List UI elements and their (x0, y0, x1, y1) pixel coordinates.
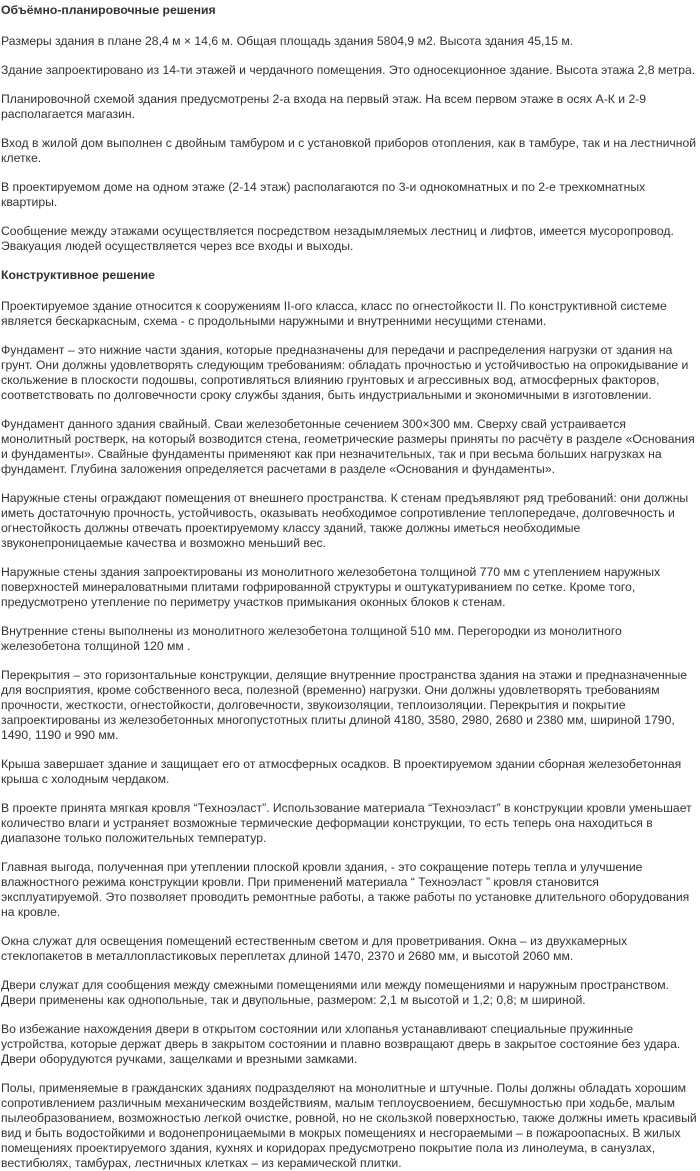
paragraph: В проекте принята мягкая кровля “Техноэласт”. Использование материала “Техноэласт” в конструкции кровли уменьшает количество влаги и устраняет возможные термические деформации конструкции, то есть теперь она находиться в диапазоне только положительных температур. (1, 801, 692, 845)
paragraph: Во избежание нахождения двери в открытом состоянии или хлопанья устанавливают специальные пружинные устройства, которые держат дверь в закрытом состоянии и плавно возвращают дверь в закрытое состояние без удара. Двери оборудуются ручками, защелками и врезными замками. (1, 1022, 681, 1066)
paragraph: Перекрытия – это горизонтальные конструкции, делящие внутренние пространства здания на этажи и предназначенные для восприятия, кроме собственного веса, полезной (временно) нагрузки. Они должны удовлетворять требованиям прочности, жесткости, огнестойкости, долговечности, звукоизоляции, теплоизоляции. Перекрытия и покрытие запроектированы из железобетонных многопустотных плиты длиной 4180, 3580, 2980, 2680 и 2380 мм, шириной 1790, 1490, 1190 и 990 мм. (1, 668, 688, 742)
paragraph: Главная выгода, полученная при утеплении плоской кровли здания, - это сокращение потерь тепла и улучшение влажностного режима конструкции кровли. При применений материала “ Техноэласт ” кровля становится эксплуатируемой. Это позволяет проводить ремонтные работы, а также работы по установке длительного оборудования на кровле. (1, 860, 690, 919)
paragraph: Фундамент данного здания свайный. Сваи железобетонные сечением 300×300 мм. Сверху свай устраивается монолитный ростверк, на который возводится стена, геометрические размеры приняты по расчёту в разделе «Основания и фундаменты». Свайные фундаменты применяют как при незначительных, так и при весьма больших нагрузках на фундамент. Глубина заложения определяется расчетами в разделе «Основания и фундаменты». (1, 417, 695, 476)
paragraph: Окна служат для освещения помещений естественным светом и для проветривания. Окна – из двухкамерных стеклопакетов в металлопластиковых переплетах длиной 1470, 2370 и 2680 мм, и высотой 2060 мм. (1, 934, 628, 963)
paragraph: Наружные стены здания запроектированы из монолитного железобетона толщиной 770 мм с утеплением наружных поверхностей минераловатными плитами гофрированной структуры и оштукатуриванием по сетке. Кроме того, предусмотрено утепление по периметру участков примыкания оконных блоков к стенам. (1, 565, 661, 609)
paragraph: Внутренние стены выполнены из монолитного железобетона толщиной 510 мм. Перегородки из монолитного железобетона толщиной 120 мм . (1, 624, 622, 653)
paragraph: Наружные стены ограждают помещения от внешнего пространства. К стенам предъявляют ряд требований: они должны иметь достаточную прочность, устойчивость, оказывать необходимое сопротивление теплопередаче, долговечность и огнестойкость должны отвечать проектируемому классу зданий, также должны иметься необходимые звуконепроницаемые качества и возможно меньший вес. (1, 491, 689, 550)
paragraph: Здание запроектировано из 14-ти этажей и чердачного помещения. Это односекционное здание. Высота этажа 2,8 метра. (1, 63, 696, 77)
paragraph: Планировочной схемой здания предусмотрены 2-а входа на первый этаж. На всем первом этаже в осях А-К и 2-9 располагается магазин. (1, 92, 647, 121)
paragraph: В проектируемом доме на одном этаже (2-14 этаж) располагаются по 3-и однокомнатных и по 2-е трехкомнатных квартиры. (1, 180, 646, 209)
paragraph: Крыша завершает здание и защищает его от атмосферных осадков. В проектируемом здании сборная железобетонная крыша с холодным чердаком. (1, 757, 682, 786)
paragraph: Проектируемое здание относится к сооружениям II-ого класса, класс по огнестойкости II. По конструктивной системе является бескаркасным, схема - с продольными наружными и внутренними несущими стенами. (1, 299, 667, 328)
section-heading-structural: Конструктивное решение (1, 268, 155, 282)
paragraph: Двери служат для сообщения между смежными помещениями или между помещениями и наружным пространством. Двери применены как однопольные, так и двупольные, размером: 2,1 м высотой и 1,2; 0,8; м шириной. (1, 978, 670, 1007)
paragraph: Размеры здания в плане 28,4 м × 14,6 м. Общая площадь здания 5804,9 м2. Высота здания 45,15 м. (1, 34, 574, 48)
paragraph: Сообщение между этажами осуществляется посредством незадымляемых лестниц и лифтов, имеется мусоропровод. Эвакуация людей осуществляется через все входы и выходы. (1, 224, 674, 253)
paragraph: Фундамент – это нижние части здания, которые предназначены для передачи и распределения нагрузки от здания на грунт. Они должны удовлетворять следующим требованиям: обладать прочностью и устойчивостью на опрокидывание и скольжение в плоскости подошвы, сопротивляться влиянию грунтовых и агрессивных вод, атмосферных факторов, соответствовать по долговечности сроку службы здания, быть индустриальными и экономичными в изготовлении. (1, 343, 689, 402)
section-heading-space-planning: Объёмно-планировочные решения (1, 3, 216, 17)
paragraph: Полы, применяемые в гражданских зданиях подразделяют на монолитные и штучные. Полы должны обладать хорошим сопротивлением различным механическим воздействиям, малым теплоусвоением, бесшумностью при ходьбе, малым пылеобразованием, возможностью легкой очистке, ровной, но не скользкой поверхностью, также должны иметь красивый вид и быть водостойкими и водонепроницаемыми в мокрых помещениях и несгораемыми – в пожароопасных. В жилых помещениях проектируемого здания, кухнях и коридорах предусмотрено покрытие пола из линолеума, в санузлах, вестибюлях, тамбурах, лестничных клетках – из керамической плитки. (1, 1081, 697, 1170)
paragraph: Вход в жилой дом выполнен с двойным тамбуром и с установкой приборов отопления, как в тамбуре, так и на лестничной клетке. (1, 136, 697, 165)
